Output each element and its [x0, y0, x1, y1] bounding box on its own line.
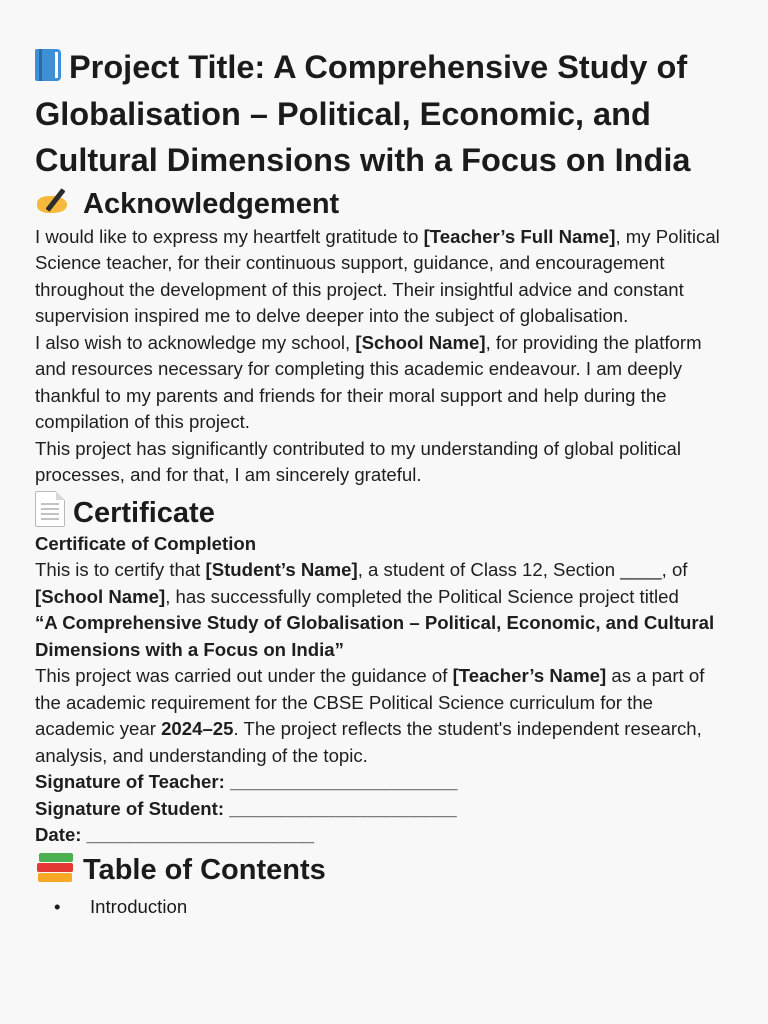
- blue-book-icon: [35, 49, 61, 81]
- cert-p1-text-a: This is to certify that: [35, 559, 206, 580]
- toc-heading: [35, 850, 735, 890]
- ack-p2-text-b: , for providing the platform and resources necessary for completing this academic endeavour. I am deeply thankful to my parents and friends for their moral support and help during the compilation of this project.: [35, 331, 702, 432]
- certificate-heading: [35, 491, 735, 533]
- cert-p1-text-c: , has successfully completed the Political Science project titled: [165, 585, 679, 607]
- cert-p2-text-c: . The project reflects the student's independent research, analysis, and understanding of the topic.: [35, 718, 702, 766]
- document-icon: [35, 491, 65, 527]
- teacher-signature-line: [35, 769, 735, 796]
- toc-item: [35, 894, 735, 920]
- toc-heading-text: Table of Contents: [83, 853, 326, 886]
- cert-p2-text-b: as a part of the academic requirement for the CBSE Political Science curriculum for the academic year: [35, 665, 705, 739]
- page-title-text: Project Title: A Comprehensive Study of Globalisation – Political, Economic, and Cultural Dimensions with a Focus on India: [35, 49, 691, 178]
- date-label: Date:: [35, 824, 82, 845]
- certificate-heading-text: Certificate: [73, 496, 215, 529]
- page-title: [35, 44, 735, 184]
- acknowledgement-paragraph-3: This project has significantly contributed to my understanding of global political processes, and for that, I am sincerely grateful.: [35, 437, 681, 485]
- toc-item-label: Introduction: [90, 895, 188, 917]
- teacher-signature-blank: ______________________: [229, 771, 458, 792]
- teacher-signature-label: Signature of Teacher:: [35, 771, 225, 792]
- certificate-paragraph-1: [35, 557, 735, 610]
- certificate-subheading: Certificate of Completion: [35, 532, 257, 554]
- acknowledgement-heading-text: Acknowledgement: [83, 187, 340, 220]
- cert-p2-text-a: This project was carried out under the guidance of: [35, 665, 453, 686]
- books-stack-icon: [35, 852, 75, 884]
- teacher-full-name-placeholder: [Teacher’s Full Name]: [423, 225, 616, 247]
- date-blank: ______________________: [86, 824, 315, 845]
- cert-school-name-placeholder: [School Name]: [35, 585, 166, 607]
- teacher-name-placeholder: [Teacher’s Name]: [452, 665, 607, 686]
- ack-p1-text-b: , my Political Science teacher, for their continuous support, guidance, and encouragement throughout the development of this project. Their insightful advice and constant supervision inspired me to delve deeper into the subject of globalisation.: [35, 225, 720, 326]
- ack-p2-text-a: I also wish to acknowledge my school,: [35, 331, 356, 353]
- student-signature-line: [35, 796, 735, 823]
- student-name-placeholder: [Student’s Name]: [205, 559, 358, 580]
- acknowledgement-paragraph-1: [35, 224, 735, 330]
- student-signature-label: Signature of Student:: [35, 797, 225, 819]
- student-signature-blank: ______________________: [229, 797, 457, 819]
- cert-p1-text-b: , a student of Class 12, Section ____, of: [357, 559, 688, 580]
- academic-year: 2024–25: [161, 718, 234, 739]
- school-name-placeholder: [School Name]: [355, 331, 486, 353]
- writing-hand-icon: [35, 186, 75, 216]
- document-page: [35, 44, 735, 920]
- date-line: [35, 822, 735, 849]
- certificate-project-title: “A Comprehensive Study of Globalisation – Political, Economic, and Cultural Dimensions with a Focus on India”: [35, 612, 715, 660]
- ack-p1-text-a: I would like to express my heartfelt gratitude to: [35, 225, 424, 247]
- acknowledgement-heading: [35, 184, 735, 224]
- acknowledgement-paragraph-2: [35, 330, 735, 436]
- bullet-icon: •: [54, 895, 61, 917]
- certificate-paragraph-2: [35, 663, 735, 769]
